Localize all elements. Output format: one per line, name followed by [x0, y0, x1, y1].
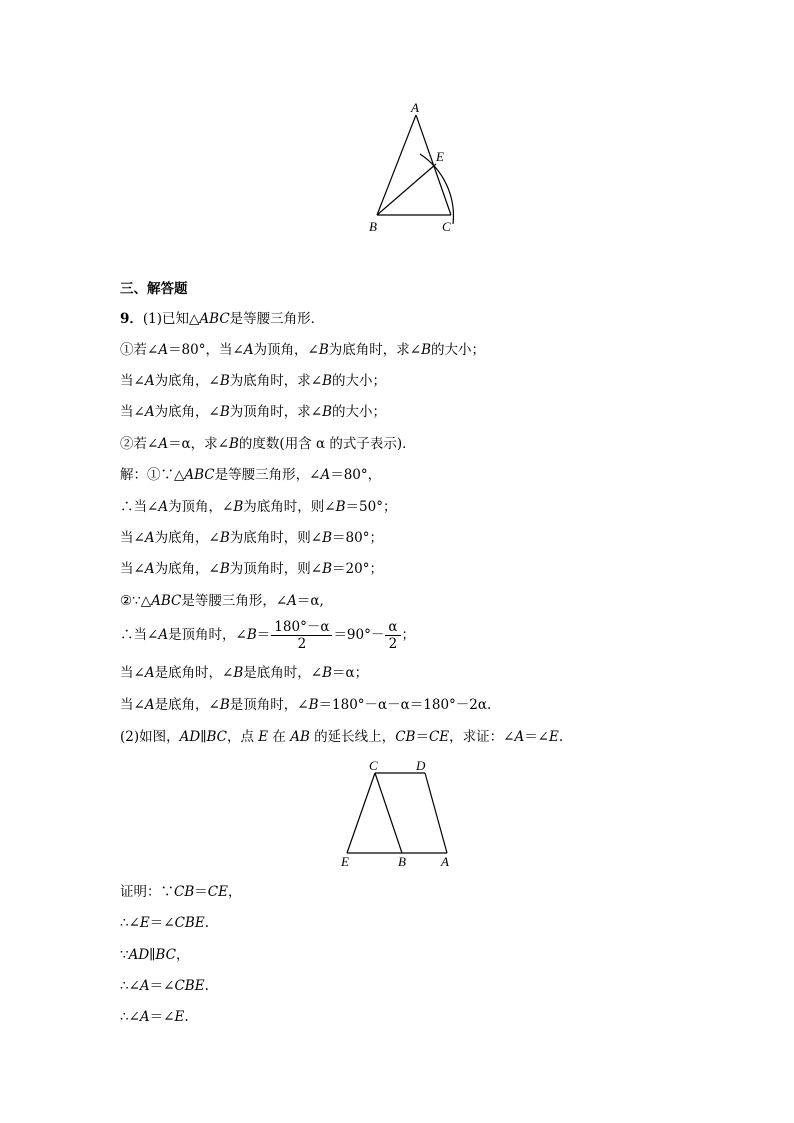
trapezoid-figure-2 [336, 756, 466, 871]
proof-line4: ∴∠A＝∠CBE. [120, 978, 209, 994]
section-heading: 三、解答题 [120, 281, 188, 297]
solution-line4: 当∠A为底角，∠B为顶角时，则∠B＝20°； [120, 561, 383, 577]
label-E: E [436, 149, 444, 164]
segment-DA [425, 773, 447, 853]
solution-line2: ∴当∠A为顶角，∠B为底角时，则∠B＝50°； [120, 499, 397, 515]
label-E: E [341, 854, 349, 869]
segment-AB [377, 115, 416, 215]
solution-line6-fraction: ∴当∠A是顶角时，∠B＝ $\frac{180^\circ-\alpha}{2}$ ＝90°－ $\frac{\alpha}{2}$ ； [120, 619, 415, 652]
proof-line1: 证明：∵CB＝CE， [120, 884, 242, 900]
fraction-2: $\frac{\alpha}{2}$ [385, 619, 400, 652]
label-B: B [369, 219, 377, 234]
label-A: A [411, 100, 419, 115]
segment-CB [375, 773, 402, 853]
label-A: A [441, 854, 449, 869]
label-C: C [442, 219, 451, 234]
triangle-figure-1 [360, 98, 470, 238]
solution-line8: 当∠A是底角，∠B是顶角时，∠B＝180°－α－α＝180°－2α. [120, 697, 492, 713]
q9-part2-statement: (2)如图，AD∥BC，点 E 在 AB 的延长线上，CB＝CE，求证：∠A＝∠E. [120, 729, 564, 745]
segment-BE [377, 164, 436, 215]
solution-line3: 当∠A为底角，∠B为底角时，则∠B＝80°； [120, 530, 383, 546]
label-C: C [369, 758, 378, 773]
proof-line2: ∴∠E＝∠CBE. [120, 915, 209, 931]
q9-intro: 9．(1)已知△ABC是等腰三角形． [120, 311, 325, 327]
q9-part1-line1: ①若∠A＝80°，当∠A为顶角，∠B为底角时，求∠B的大小； [120, 342, 486, 358]
q9-part1-line4: ②若∠A＝α，求∠B的度数(用含 α 的式子表示)． [120, 436, 416, 452]
label-D: D [416, 758, 426, 773]
label-B: B [398, 854, 406, 869]
proof-line3: ∵AD∥BC， [120, 947, 190, 963]
solution-line1: 解：①∵△ABC是等腰三角形，∠A＝80°， [120, 467, 382, 483]
proof-line5: ∴∠A＝∠E. [120, 1009, 189, 1025]
fraction-1: $\frac{180^\circ-\alpha}{2}$ [271, 619, 332, 652]
segment-CE [347, 773, 375, 853]
solution-line5: ②∵△ABC是等腰三角形，∠A＝α, [120, 593, 324, 609]
solution-line7: 当∠A是底角时，∠B是底角时，∠B＝α； [120, 665, 369, 681]
q9-part1-line2: 当∠A为底角，∠B为底角时，求∠B的大小； [120, 373, 387, 389]
q9-part1-line3: 当∠A为底角，∠B为顶角时，求∠B的大小； [120, 404, 387, 420]
construction-arc [420, 154, 453, 224]
